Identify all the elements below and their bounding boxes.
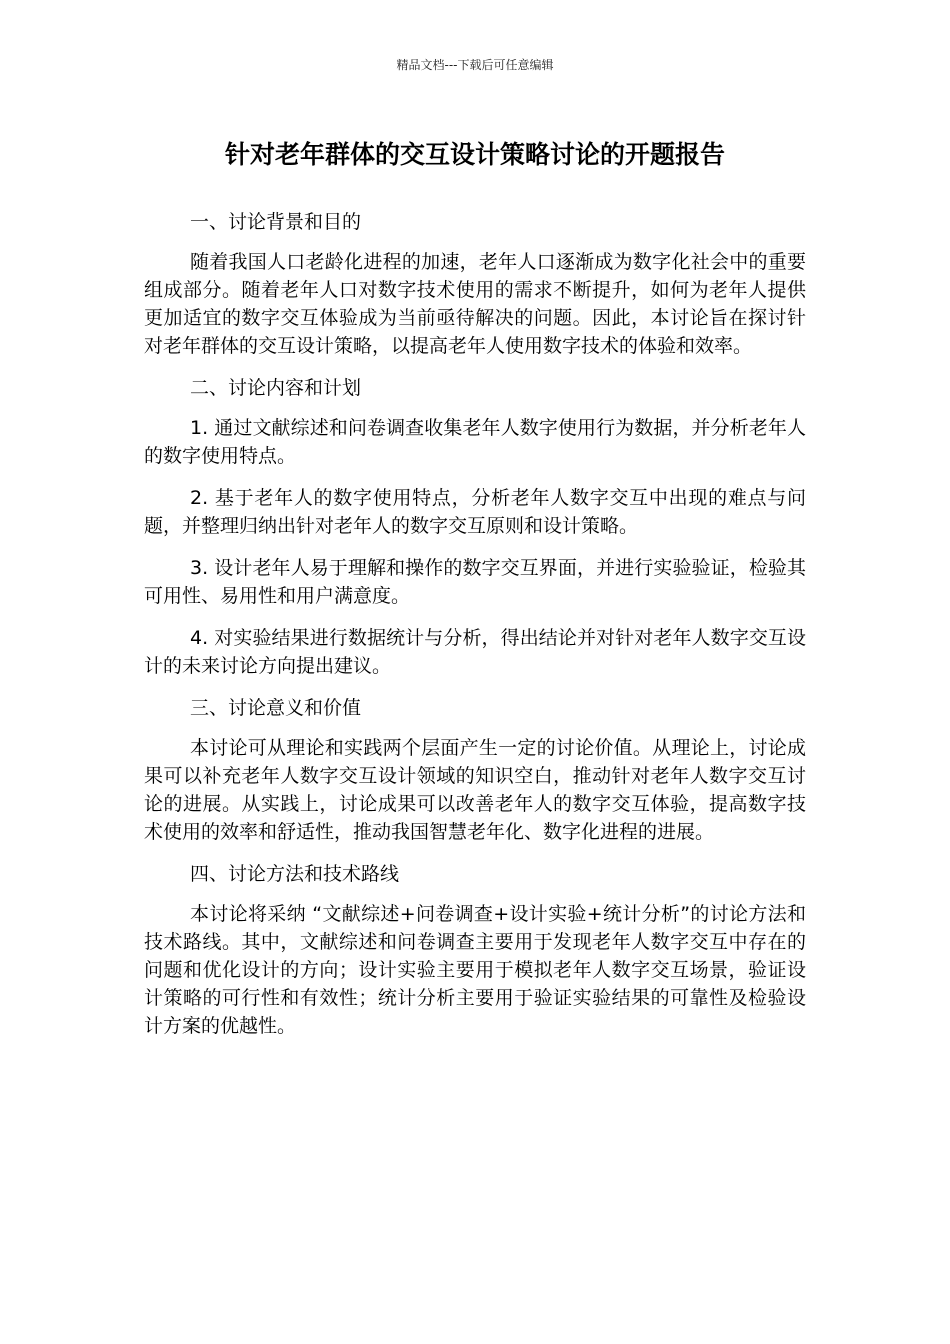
page-header-note: 精品文档---下载后可任意编辑 — [396, 58, 554, 72]
section-heading-background: 一、讨论背景和目的 — [190, 211, 362, 233]
paragraph-methods: 本讨论将采纳 “文献综述+问卷调查+设计实验+统计分析”的讨论方法和技术路线。其中，文献综述和问卷调查主要用于发现老年人数字交互中存在的问题和优化设计的方向；设计实验主要用于模拟老年人数字交互场景，验证设计策略的可行性和有效性；统计分析主要用于验证实验结果的可靠性及检验设计方案的优越性。 — [144, 903, 806, 1037]
plan-item-4: 4. 对实验结果进行数据统计与分析，得出结论并对针对老年人数字交互设计的未来讨论方向提出建议。 — [144, 627, 806, 677]
section-heading-content-plan: 二、讨论内容和计划 — [190, 377, 362, 399]
section-heading-significance: 三、讨论意义和价值 — [190, 697, 362, 719]
plan-item-3: 3. 设计老年人易于理解和操作的数字交互界面，并进行实验验证，检验其可用性、易用性和用户满意度。 — [144, 557, 806, 607]
plan-item-2: 2. 基于老年人的数字使用特点，分析老年人数字交互中出现的难点与问题，并整理归纳出针对老年人的数字交互原则和设计策略。 — [144, 487, 806, 537]
section-heading-methods: 四、讨论方法和技术路线 — [190, 863, 400, 885]
document-body — [144, 208, 806, 1054]
document-title: 针对老年群体的交互设计策略讨论的开题报告 — [224, 140, 725, 169]
paragraph-significance: 本讨论可从理论和实践两个层面产生一定的讨论价值。从理论上，讨论成果可以补充老年人数字交互设计领域的知识空白，推动针对老年人数字交互讨论的进展。从实践上，讨论成果可以改善老年人的数字交互体验，提高数字技术使用的效率和舒适性，推动我国智慧老年化、数字化进程的进展。 — [144, 737, 806, 843]
plan-item-1: 1. 通过文献综述和问卷调查收集老年人数字使用行为数据，并分析老年人的数字使用特点。 — [144, 417, 806, 467]
paragraph-background: 随着我国人口老龄化进程的加速，老年人口逐渐成为数字化社会中的重要组成部分。随着老年人口对数字技术使用的需求不断提升，如何为老年人提供更加适宜的数字交互体验成为当前亟待解决的问题。因此，本讨论旨在探讨针对老年群体的交互设计策略，以提高老年人使用数字技术的体验和效率。 — [144, 251, 806, 357]
